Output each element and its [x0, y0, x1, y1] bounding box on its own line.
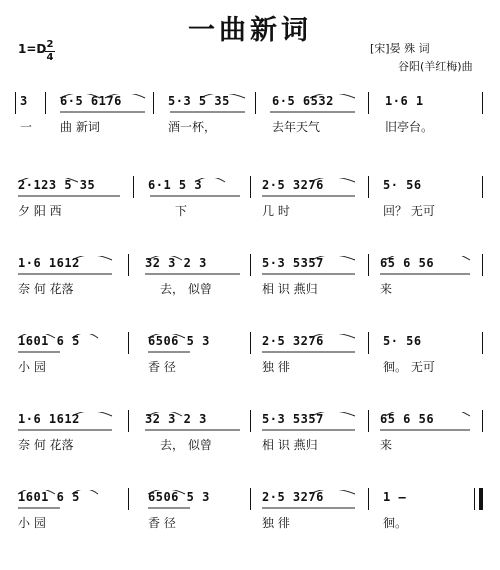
- bar-line: [250, 254, 251, 276]
- lyric-text: 独 徘: [262, 516, 290, 530]
- lyric-text: 几 时: [262, 204, 290, 218]
- composer-credit: 谷阳(羊红梅)曲: [398, 60, 473, 73]
- lyric-text: 相 识 燕归: [262, 438, 318, 452]
- lyric-text: 香 径: [148, 360, 176, 374]
- measure-notes: 6·5 6176: [60, 94, 122, 108]
- measure-notes: 1 —: [383, 490, 407, 504]
- measure-notes: 32 3 2 3: [145, 256, 207, 270]
- lyric-text: 去， 似曾: [160, 438, 212, 452]
- measure-notes: 6·5 6532: [272, 94, 334, 108]
- lyric-text: 旧亭台。: [385, 120, 434, 134]
- bar-line: [15, 92, 16, 114]
- key-signature: 1=D: [18, 42, 47, 56]
- lyric-text: 回？ 无可: [383, 204, 435, 218]
- lyricist-credit: [宋]晏 殊 词: [370, 42, 430, 55]
- measure-notes: 65 6 56: [380, 412, 435, 426]
- lyric-text: 香 径: [148, 516, 176, 530]
- bar-line: [482, 92, 483, 114]
- score-system-4: [0, 334, 500, 414]
- measure-notes: 32 3 2 3: [145, 412, 207, 426]
- lyric-text: 酒一杯，: [168, 120, 217, 134]
- bar-line: [482, 410, 483, 432]
- lyric-text: 奈 何 花落: [18, 438, 74, 452]
- bar-line: [368, 176, 369, 198]
- score-system-2: [0, 178, 500, 258]
- meter-bottom: 4: [46, 52, 54, 63]
- measure-notes: 5· 56: [383, 334, 422, 348]
- bar-line: [45, 92, 46, 114]
- bar-line: [482, 176, 483, 198]
- bar-line: [133, 176, 134, 198]
- lyric-text: 奈 何 花落: [18, 282, 74, 296]
- bar-line: [128, 488, 129, 510]
- lyric-text: 来: [380, 282, 393, 296]
- measure-notes: 5·3 5357: [262, 412, 324, 426]
- lyric-text: 小 园: [18, 516, 46, 530]
- final-barline-thin: [474, 488, 475, 510]
- lyric-text: 相 识 燕归: [262, 282, 318, 296]
- bar-line: [482, 332, 483, 354]
- bar-line: [128, 410, 129, 432]
- lyric-text: 曲 新词: [60, 120, 100, 134]
- measure-notes: 2·5 3276: [262, 334, 324, 348]
- bar-line: [368, 254, 369, 276]
- bar-line: [255, 92, 256, 114]
- measure-notes: 5· 56: [383, 178, 422, 192]
- bar-line: [250, 488, 251, 510]
- lyric-text: 小 园: [18, 360, 46, 374]
- bar-line: [128, 332, 129, 354]
- lyric-text: 来: [380, 438, 393, 452]
- bar-line: [250, 176, 251, 198]
- lyric-text: 夕 阳 西: [18, 204, 62, 218]
- lyric-text: 去， 似曾: [160, 282, 212, 296]
- bar-line: [128, 254, 129, 276]
- bar-line: [368, 92, 369, 114]
- time-signature: [45, 40, 55, 63]
- measure-notes: 2·5 3276: [262, 490, 324, 504]
- song-title: 一曲新词: [188, 15, 312, 46]
- score-system-6: [0, 490, 500, 570]
- measure-notes: 1601 6 5: [18, 490, 80, 504]
- bar-line: [153, 92, 154, 114]
- meter-top: 2: [46, 39, 54, 50]
- measure-notes: 5·3 5 35: [168, 94, 230, 108]
- lyric-text: 下: [175, 204, 188, 218]
- score-system-3: [0, 256, 500, 336]
- measure-notes: 6506 5 3: [148, 334, 210, 348]
- measure-notes: 1·6 1612: [18, 412, 80, 426]
- measure-notes: 2·123 5 35: [18, 178, 96, 192]
- bar-line: [250, 332, 251, 354]
- lyric-text: 徊。 无可: [383, 360, 435, 374]
- measure-notes: 3: [20, 94, 28, 108]
- bar-line: [250, 410, 251, 432]
- final-barline-thick: [479, 488, 483, 510]
- measure-notes: 1·6 1: [385, 94, 424, 108]
- lyric-text: 独 徘: [262, 360, 290, 374]
- measure-notes: 1601 6 5: [18, 334, 80, 348]
- measure-notes: 65 6 56: [380, 256, 435, 270]
- measure-notes: 6·1 5 3: [148, 178, 203, 192]
- bar-line: [368, 332, 369, 354]
- lyric-text: 去年天气: [272, 120, 321, 134]
- score-system-5: [0, 412, 500, 492]
- score-system-1: [0, 94, 500, 174]
- lyric-text: 徊。: [383, 516, 408, 530]
- bar-line: [368, 410, 369, 432]
- measure-notes: 5·3 5357: [262, 256, 324, 270]
- measure-notes: 6506 5 3: [148, 490, 210, 504]
- measure-notes: 2·5 3276: [262, 178, 324, 192]
- bar-line: [482, 254, 483, 276]
- lyric-text: 一: [20, 120, 33, 134]
- measure-notes: 1·6 1612: [18, 256, 80, 270]
- bar-line: [368, 488, 369, 510]
